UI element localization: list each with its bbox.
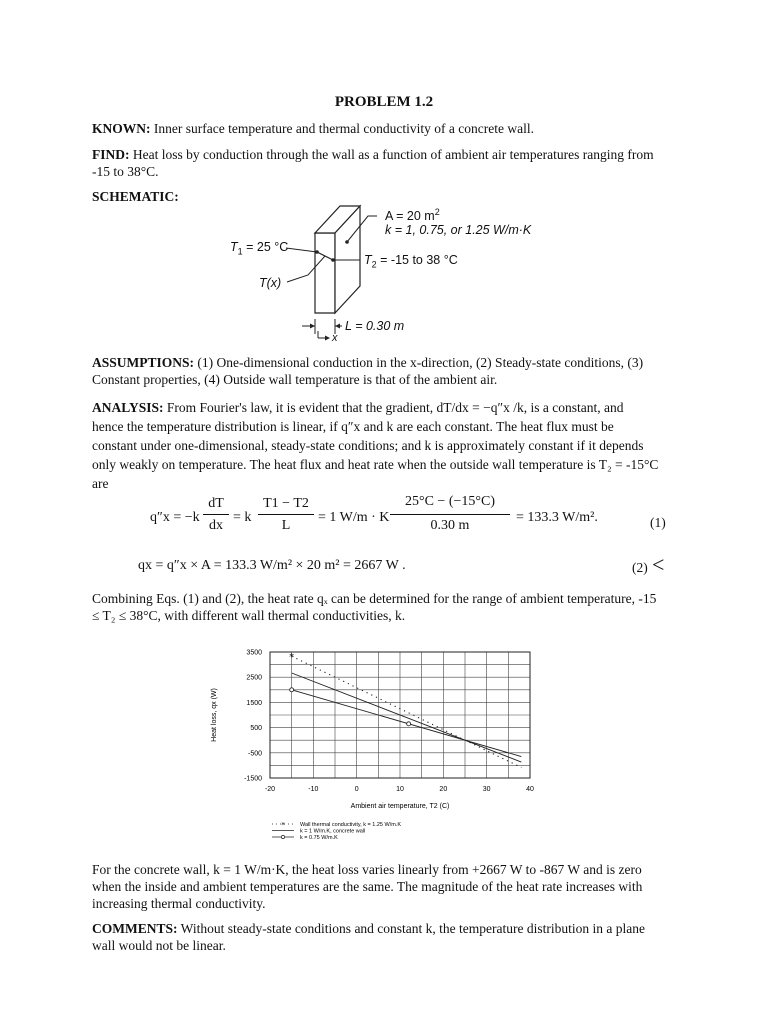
- x-label: x: [332, 332, 338, 344]
- area-exp: 2: [434, 207, 440, 217]
- comments-paragraph: [92, 920, 692, 954]
- known-paragraph: [92, 120, 692, 137]
- combining-paragraph: [92, 590, 692, 624]
- concrete-line2: when the inside and ambient temperatures are the same. The magnitude of the heat rate increases with: [92, 879, 643, 894]
- combining-line1: Combining Eqs. (1) and (2), the heat rate qₓ can be determined for the range of ambient temperature, -15: [92, 591, 657, 606]
- eq1-frac1-num: dT: [208, 496, 224, 511]
- x-axis-label: Ambient air temperature, T2 (C): [350, 803, 450, 810]
- legend-label: k = 0.75 W/m.K: [300, 835, 338, 841]
- analysis-line1b: , is a constant, and: [523, 400, 624, 415]
- eq1-frac1-den: dx: [209, 518, 223, 533]
- eq1-frac3-den: 0.30 m: [430, 518, 470, 533]
- known-label: KNOWN:: [92, 121, 151, 136]
- x-tick-label: 20: [439, 786, 448, 793]
- y-tick-label: -1500: [244, 775, 262, 783]
- assumptions-label: ASSUMPTIONS:: [92, 355, 195, 370]
- eq1-lhs: q″x = −k: [150, 510, 200, 525]
- legend-label: Wall thermal conductivity, k = 1.25 W/m.K: [300, 822, 402, 828]
- comments-line2: wall would not be linear.: [92, 938, 226, 953]
- x-tick-label: -10: [308, 786, 319, 793]
- t2-label: [364, 253, 458, 270]
- eq1-rhs: = 133.3 W/m².: [516, 510, 598, 525]
- find-line1: Heat loss by conduction through the wall as a function of ambient air temperatures ranging from: [132, 147, 654, 162]
- series-marker-circle: [407, 722, 411, 726]
- tx-label: T(x): [259, 276, 282, 290]
- k-values-label: k = 1, 0.75, or 1.25 W/m·K: [385, 223, 532, 237]
- y-tick-label: -500: [247, 750, 262, 758]
- comments-line1: Without steady-state conditions and constant k, the temperature distribution in a plane: [180, 921, 645, 936]
- t1-label: [230, 240, 288, 257]
- l-arrowhead-right: [335, 324, 340, 329]
- t1-value: = 25 °C: [242, 240, 289, 254]
- analysis-paragraph: [92, 398, 692, 493]
- y-tick-label: 2500: [246, 674, 262, 682]
- eq1-number: (1): [650, 515, 666, 530]
- assumptions-paragraph: [92, 354, 692, 388]
- legend-label: k = 1 W/m.K, concrete wall: [300, 828, 366, 835]
- concrete-line1: For the concrete wall, k = 1 W/m·K, the heat loss varies linearly from +2667 W to -867 W and is zero: [92, 862, 642, 877]
- t1-symbol: T: [230, 240, 238, 254]
- analysis-line2b: and k are each constant. The heat flux must be: [363, 419, 614, 434]
- x-tick-label: -20: [264, 786, 276, 793]
- y-tick-label: 1500: [246, 699, 262, 707]
- t2-value: = -15 to 38 °C: [376, 253, 458, 267]
- analysis-line4: only weakly on temperature. The heat flux and heat rate when the outside wall temperature is T₂ = -15°C: [92, 457, 659, 472]
- y-axis-label: Heat loss, qx (W): [211, 688, 218, 742]
- t2-sub: 2: [371, 259, 377, 270]
- eq1-frac2-num: T1 − T2: [263, 496, 309, 511]
- t1-leader: [286, 248, 317, 252]
- concrete-paragraph: [92, 861, 692, 912]
- combining-line2: ≤ T₂ ≤ 38°C, with different wall thermal conductivities, k.: [92, 608, 406, 623]
- area-label: [385, 207, 440, 223]
- y-tick-label: 500: [250, 725, 262, 733]
- x-tick-label: 0: [354, 786, 359, 793]
- answer-mark: <: [652, 552, 665, 577]
- wall-front-face: [315, 233, 335, 313]
- find-line2: -15 to 38°C.: [92, 164, 159, 179]
- find-paragraph: [92, 146, 692, 180]
- assumptions-line2: Constant properties, (4) Outside wall temperature is that of the ambient air.: [92, 372, 498, 387]
- series-marker-star: *: [289, 652, 295, 664]
- assumptions-line1: (1) One-dimensional conduction in the x-direction, (2) Steady-state conditions, (3): [197, 355, 644, 370]
- analysis-line2a: hence the temperature distribution is linear, if: [92, 419, 338, 434]
- analysis-line3: constant under one-dimensional, steady-state conditions; and k is approximately constant if it depends: [92, 438, 644, 453]
- heat-loss-chart: [200, 640, 560, 860]
- x-tick-label: 40: [526, 786, 534, 793]
- eq2-number: (2): [632, 560, 648, 575]
- analysis-flux-math: q″x: [341, 419, 361, 434]
- schematic-label: SCHEMATIC:: [92, 189, 179, 204]
- eq1-mid: = 1 W/m · K: [318, 510, 390, 525]
- eq1-frac1-bar: [203, 514, 229, 515]
- area-text: A = 20 m: [385, 209, 435, 224]
- y-tick-label: 3500: [246, 649, 262, 657]
- x-axis-arrowhead: [325, 336, 330, 341]
- t1-sub: 1: [237, 246, 243, 257]
- equation-2: qx = q″x × A = 133.3 W/m² × 20 m² = 2667 W .: [138, 558, 406, 573]
- l-arrowhead-left: [310, 324, 315, 329]
- concrete-line3: increasing thermal conductivity.: [92, 896, 266, 911]
- eq1-frac3-num: 25°C − (−15°C): [405, 494, 495, 509]
- analysis-line5: are: [92, 476, 109, 491]
- t2-symbol: T: [364, 253, 372, 267]
- find-label: FIND:: [92, 147, 130, 162]
- legend-marker-circle: [281, 835, 284, 838]
- series-marker-circle: [290, 688, 294, 692]
- eq1-frac2-bar: [258, 514, 314, 515]
- analysis-line1a: From Fourier's law, it is evident that the gradient,: [166, 400, 434, 415]
- equation-1: [150, 494, 640, 542]
- eq1-eq-k: = k: [233, 510, 252, 525]
- eq1-frac3-bar: [390, 514, 510, 515]
- problem-title: PROBLEM 1.2: [334, 94, 434, 110]
- length-label: L = 0.30 m: [345, 319, 405, 333]
- known-text: Inner surface temperature and thermal conductivity of a concrete wall.: [153, 121, 534, 136]
- x-tick-label: 30: [482, 786, 491, 793]
- x-tick-label: 10: [396, 786, 404, 793]
- analysis-gradient-math: dT/dx = −q″x /k: [436, 400, 524, 415]
- comments-label: COMMENTS:: [92, 921, 178, 936]
- legend-marker-star: *: [281, 821, 285, 829]
- eq1-frac2-den: L: [281, 518, 291, 533]
- analysis-label: ANALYSIS:: [92, 400, 164, 415]
